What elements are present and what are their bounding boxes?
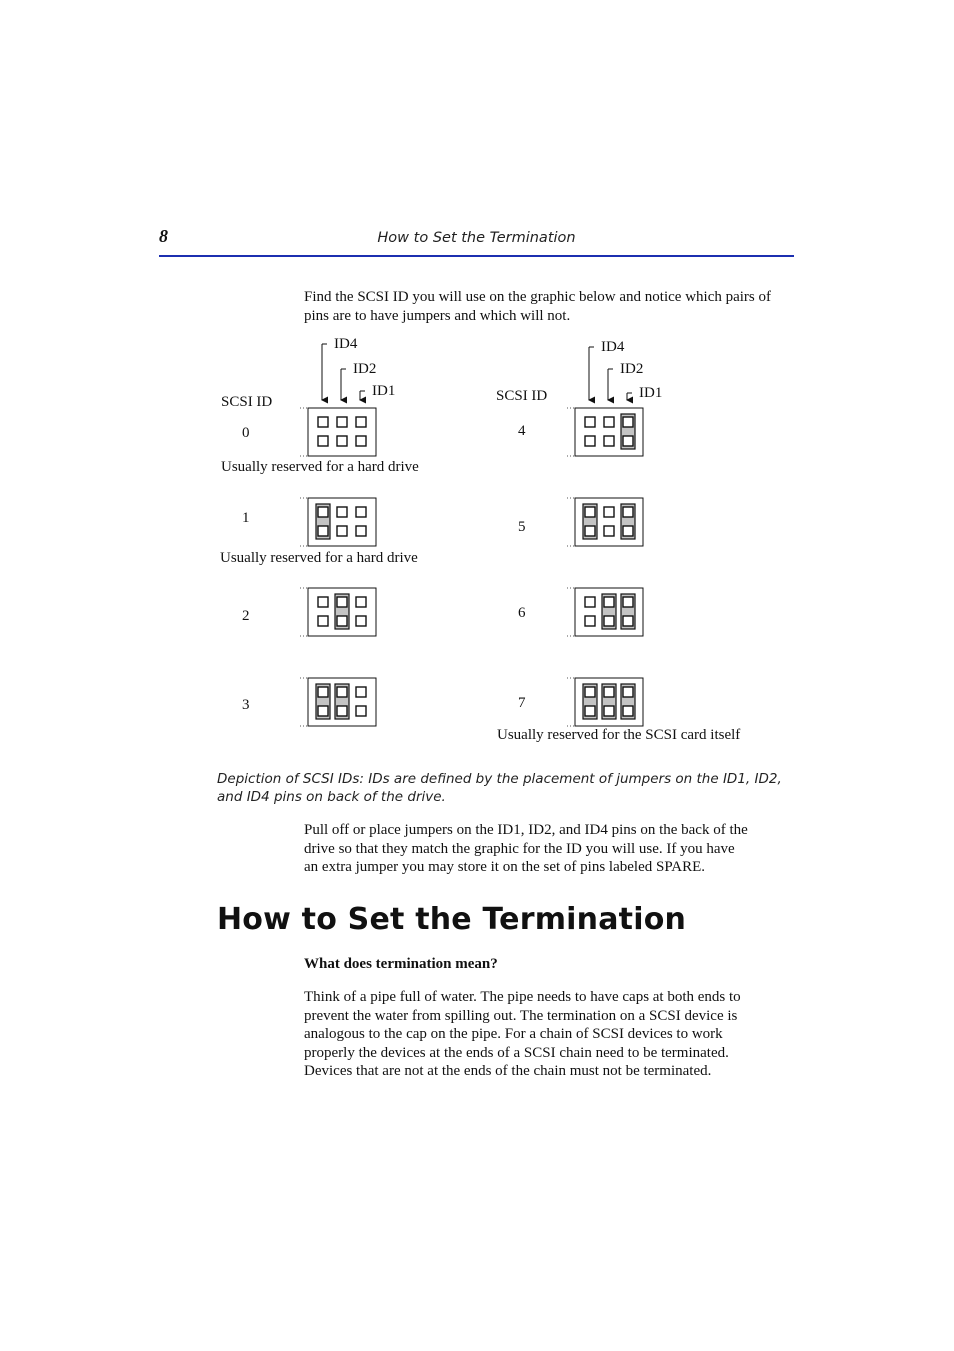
jumper-pin xyxy=(604,417,614,427)
intro-paragraph: Find the SCSI ID you will use on the graphic below and notice which pairs of pins are to have jumpers and which will not. xyxy=(304,289,772,324)
scsi-id-number: 1 xyxy=(242,510,250,526)
scsi-id-number: 4 xyxy=(518,423,526,439)
jumper-pin xyxy=(356,687,366,697)
jumper-pin xyxy=(356,417,366,427)
jumper-pin xyxy=(623,526,633,536)
jumper-pin xyxy=(356,436,366,446)
termination-line: prevent the water from spilling out. The termination on a SCSI device is xyxy=(304,1007,738,1024)
scsi-id-number: 6 xyxy=(518,605,526,621)
pin-label-id2: ID2 xyxy=(620,361,644,377)
jumper-pin xyxy=(623,616,633,626)
jumper-pin xyxy=(623,436,633,446)
scsi-id-number: 2 xyxy=(242,608,250,624)
jumper-pin xyxy=(337,687,347,697)
scsi-id-number: 5 xyxy=(518,519,526,535)
termination-line: Think of a pipe full of water. The pipe needs to have caps at both ends to xyxy=(304,989,741,1005)
termination-line: Devices that are not at the ends of the chain must not be terminated. xyxy=(304,1063,712,1079)
jumper-pin xyxy=(623,687,633,697)
scsi-id-note: Usually reserved for a hard drive xyxy=(221,459,419,475)
jumper-pin xyxy=(604,526,614,536)
scsi-id-number: 7 xyxy=(518,695,526,711)
jumper-pin xyxy=(604,507,614,517)
instructions-line: Pull off or place jumpers on the ID1, ID2, and ID4 pins on the back of the xyxy=(304,822,748,838)
running-title: How to Set the Termination xyxy=(377,230,576,246)
jumper-pin xyxy=(337,507,347,517)
jumper-pin xyxy=(337,616,347,626)
scsi-id-number: 3 xyxy=(242,697,250,713)
jumper-pin xyxy=(337,436,347,446)
pin-label-id4: ID4 xyxy=(334,336,358,352)
scsi-id-number: 0 xyxy=(242,425,250,441)
jumper-pin xyxy=(604,436,614,446)
termination-line: properly the devices at the ends of a SCSI chain need to be terminated. xyxy=(304,1044,729,1061)
section-subheading: What does termination mean? xyxy=(304,956,498,972)
jumper-pin xyxy=(585,597,595,607)
jumper-pin xyxy=(604,706,614,716)
jumper-pin xyxy=(356,507,366,517)
scsi-id-column-label: SCSI ID xyxy=(496,388,548,404)
instructions-paragraph xyxy=(304,821,804,877)
jumper-pin xyxy=(604,616,614,626)
jumper-pin xyxy=(356,526,366,536)
jumper-pin xyxy=(318,507,328,517)
jumper-pin xyxy=(318,526,328,536)
jumper-pin xyxy=(585,417,595,427)
jumper-pin xyxy=(623,597,633,607)
termination-paragraph xyxy=(304,988,804,1081)
jumper-block xyxy=(308,408,376,456)
jumper-pin xyxy=(318,687,328,697)
jumper-pin xyxy=(585,526,595,536)
jumper-pin xyxy=(337,597,347,607)
section-heading: How to Set the Termination xyxy=(217,902,687,937)
instructions-line: drive so that they match the graphic for the ID you will use. If you have xyxy=(304,840,735,857)
jumper-pin xyxy=(623,507,633,517)
jumper-pin xyxy=(356,597,366,607)
jumper-pin xyxy=(318,436,328,446)
pin-label-id4: ID4 xyxy=(601,339,625,355)
jumper-pin xyxy=(585,706,595,716)
jumper-pin xyxy=(623,417,633,427)
pin-label-id2: ID2 xyxy=(353,361,377,377)
termination-line: analogous to the cap on the pipe. For a chain of SCSI devices to work xyxy=(304,1026,723,1042)
jumper-pin xyxy=(337,417,347,427)
jumper-pin xyxy=(585,436,595,446)
jumper-pin xyxy=(356,616,366,626)
scsi-id-note: Usually reserved for the SCSI card itself xyxy=(497,727,741,743)
jumper-pin xyxy=(318,417,328,427)
figure-caption: Depiction of SCSI IDs: IDs are defined by the placement of jumpers on the ID1, ID2, and ID4 pins on back of the drive. xyxy=(217,771,782,805)
jumper-pin xyxy=(356,706,366,716)
jumper-pin xyxy=(585,507,595,517)
jumper-pin xyxy=(318,616,328,626)
jumper-pin xyxy=(623,706,633,716)
pin-label-id1: ID1 xyxy=(639,385,663,401)
jumper-pin xyxy=(585,616,595,626)
jumper-pin xyxy=(604,597,614,607)
scsi-id-column-label: SCSI ID xyxy=(221,394,273,410)
page-number: 8 xyxy=(159,226,168,246)
jumper-pin xyxy=(318,597,328,607)
jumper-pin xyxy=(337,706,347,716)
jumper-pin xyxy=(337,526,347,536)
scsi-id-note: Usually reserved for a hard drive xyxy=(220,550,418,566)
jumper-pin xyxy=(585,687,595,697)
pin-label-id1: ID1 xyxy=(372,383,396,399)
instructions-line: an extra jumper you may store it on the set of pins labeled SPARE. xyxy=(304,859,706,875)
jumper-pin xyxy=(604,687,614,697)
jumper-pin xyxy=(318,706,328,716)
